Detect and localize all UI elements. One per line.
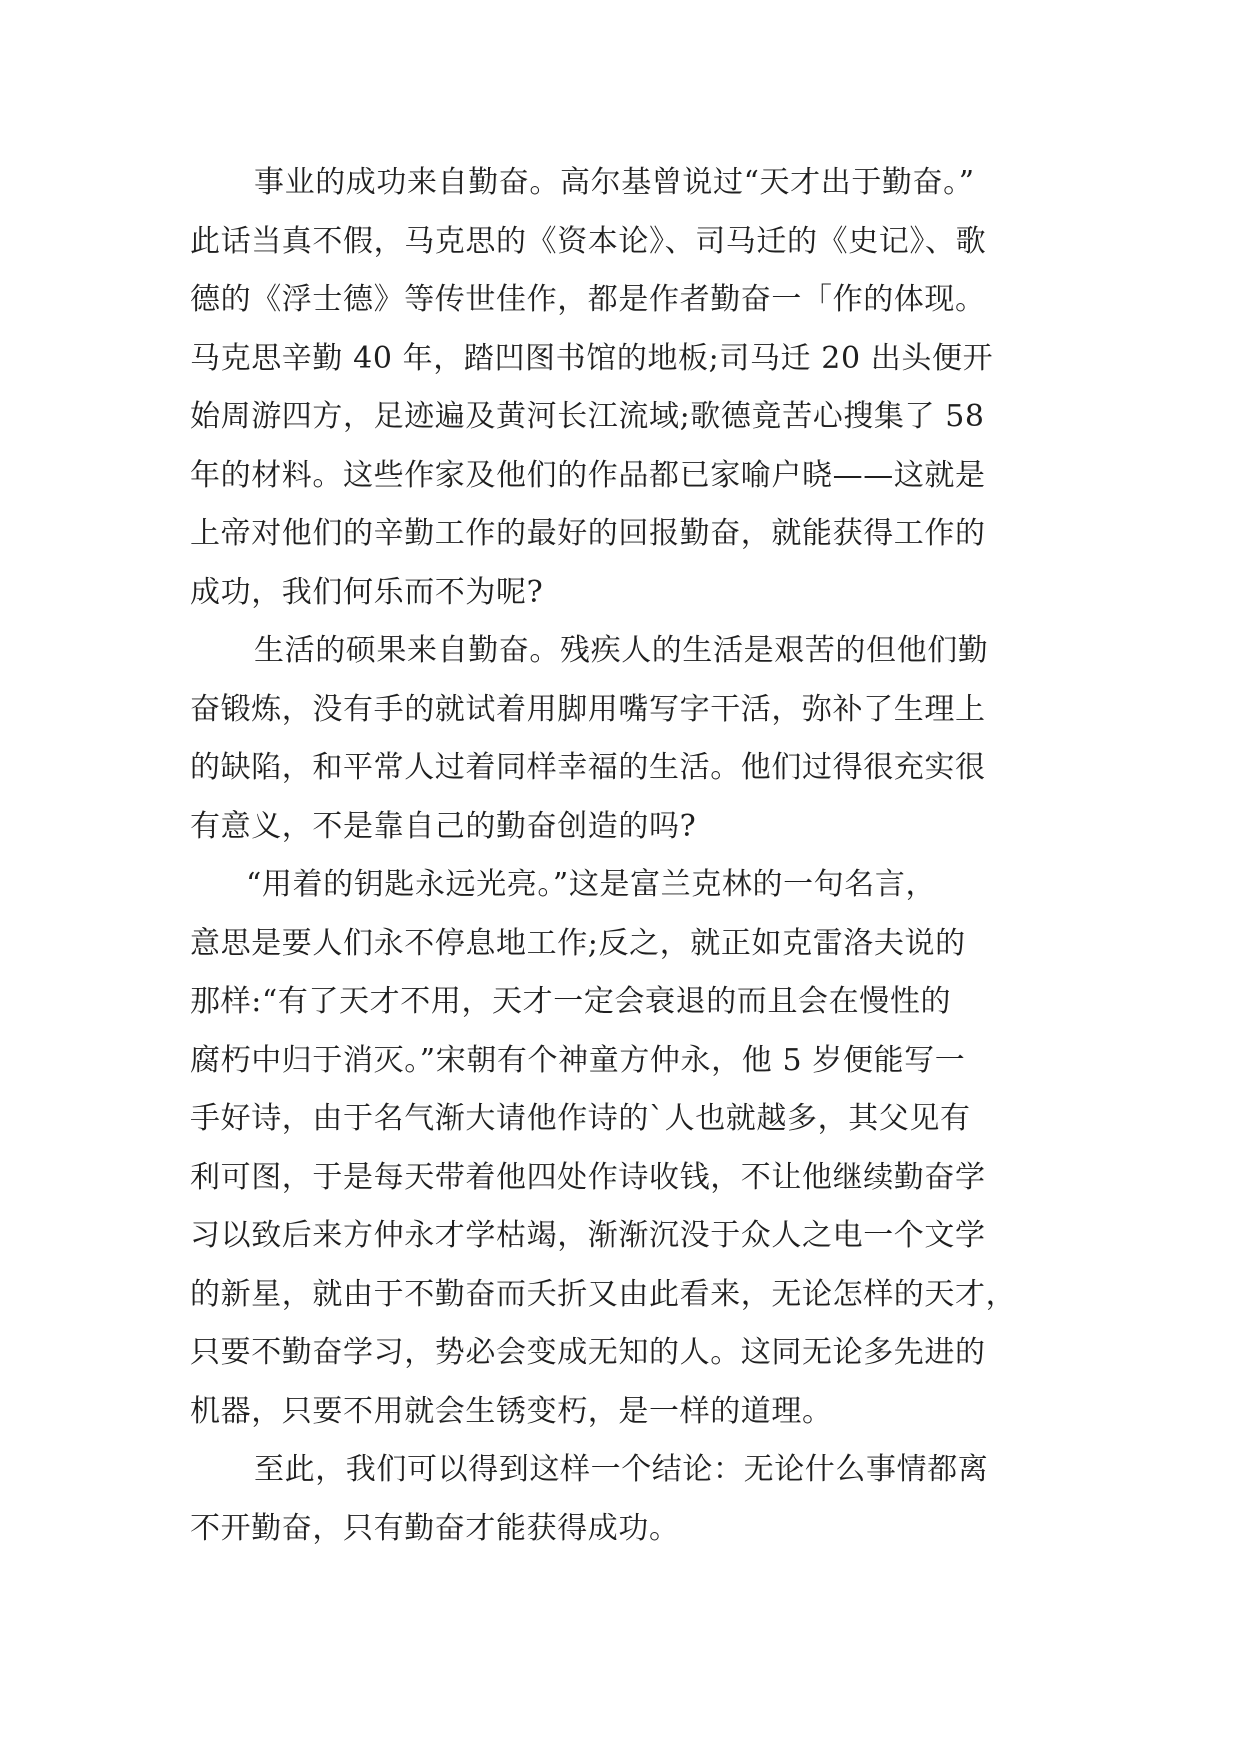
paragraph-life-fruits <box>190 622 1060 856</box>
text-line: 那样:“有了天才不用，天才一定会衰退的而且会在慢性的 <box>190 984 952 1019</box>
text-line: 机器，只要不用就会生锈变朽，是一样的道理。 <box>190 1393 833 1429</box>
text-line: “用着的钥匙永远光亮。”这是富兰克林的一句名言， <box>246 867 937 902</box>
text-line: 腐朽中归于消灭。”宋朝有个神童方仲永，他 5 岁便能写一 <box>190 1042 966 1078</box>
text-line: 奋锻炼，没有手的就试着用脚用嘴写字干活，弥补了生理上 <box>190 691 986 727</box>
text-line: 年的材料。这些作家及他们的作品都已家喻户晓——这就是 <box>190 457 986 493</box>
text-line: 始周游四方，足迹遍及黄河长江流域;歌德竟苦心搜集了 58 <box>190 399 985 434</box>
text-line: 德的《浮士德》等传世佳作，都是作者勤奋一「作的体现。 <box>190 282 986 317</box>
text-line: 不开勤奋，只有勤奋才能获得成功。 <box>190 1510 680 1546</box>
text-line: 意思是要人们永不停息地工作;反之，就正如克雷洛夫说的 <box>190 925 966 961</box>
paragraph-key-quote <box>190 856 1060 1441</box>
paragraph-career-success <box>190 154 1060 622</box>
text-line: 的缺陷，和平常人过着同样幸福的生活。他们过得很充实很 <box>190 750 986 785</box>
text-line: 成功，我们何乐而不为呢? <box>190 574 544 610</box>
text-line: 马克思辛勤 40 年，踏凹图书馆的地板;司马迁 20 出头便开 <box>190 340 994 376</box>
document-body <box>190 154 1060 1558</box>
text-line: 此话当真不假，马克思的《资本论》、司马迁的《史记》、歌 <box>190 223 987 259</box>
text-line: 事业的成功来自勤奋。高尔基曾说过“天才出于勤奋。” <box>254 165 975 200</box>
text-line: 利可图，于是每天带着他四处作诗收钱，不让他继续勤奋学 <box>190 1159 986 1195</box>
paragraph-conclusion <box>190 1441 1060 1558</box>
text-line: 生活的硕果来自勤奋。残疾人的生活是艰苦的但他们勤 <box>254 633 989 668</box>
text-line: 手好诗，由于名气渐大请他作诗的`人也就越多，其父见有 <box>190 1101 971 1136</box>
text-line: 的新星，就由于不勤奋而夭折又由此看来，无论怎样的天才， <box>190 1276 1017 1312</box>
text-line: 习以致后来方仲永才学枯竭，渐渐沉没于众人之电一个文学 <box>190 1218 986 1253</box>
text-line: 至此，我们可以得到这样一个结论：无论什么事情都离 <box>254 1452 989 1487</box>
text-line: 上帝对他们的辛勤工作的最好的回报勤奋，就能获得工作的 <box>190 516 986 551</box>
text-line: 只要不勤奋学习，势必会变成无知的人。这同无论多先进的 <box>190 1335 986 1370</box>
text-line: 有意义，不是靠自己的勤奋创造的吗? <box>190 808 697 844</box>
